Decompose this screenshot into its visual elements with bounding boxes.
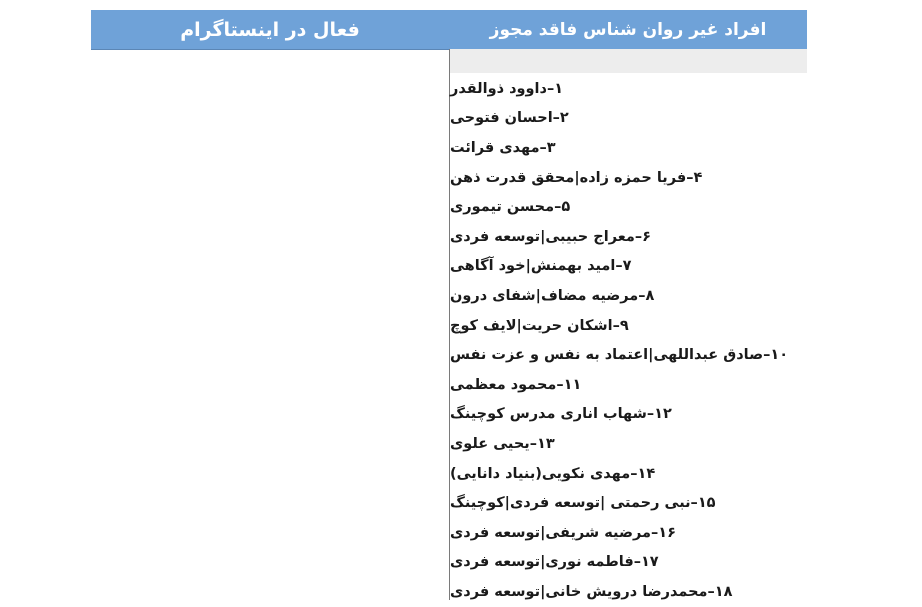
list-item: ۴–فریا حمزه زاده|محقق قدرت ذهن <box>450 169 703 186</box>
list-item: ۲–احسان فتوحی <box>450 110 569 127</box>
header-active-instagram: فعال در اینستاگرام <box>180 18 360 41</box>
list-item: ۱۱–محمود معظمی <box>450 376 582 393</box>
list-item: ۱۷–فاطمه نوری|توسعه فردی <box>450 554 659 571</box>
list-item: ۵–محسن تیموری <box>450 199 571 216</box>
list-item: ۹–اشکان حریت|لایف کوچ <box>450 317 629 334</box>
list-item: ۱۴–مهدی نکویی(بنیاد دانایی) <box>450 465 656 482</box>
list-item: ۱۸–محمدرضا درویش خانی|توسعه فردی <box>450 583 733 600</box>
table-header <box>91 10 807 50</box>
list-item: ۸–مرضیه مضاف|شفای درون <box>450 287 655 304</box>
list-item: ۶–معراج حبیبی|توسعه فردی <box>450 228 651 245</box>
list-item: ۱–داوود ذوالقدر <box>450 80 564 97</box>
names-list <box>450 74 797 607</box>
list-item: ۱۲–شهاب اناری مدرس کوچینگ <box>450 406 672 423</box>
list-item: ۱۰–صادق عبداللهی|اعتماد به نفس و عزت نفس <box>450 347 789 364</box>
empty-row-band <box>450 49 807 73</box>
list-item: ۱۳–یحیی علوی <box>450 435 555 452</box>
list-item: ۳–مهدی قرائت <box>450 139 556 156</box>
list-item: ۱۶–مرضیه شریفی|توسعه فردی <box>450 524 676 541</box>
list-item: ۷–امید بهمنش|خود آگاهی <box>450 258 632 275</box>
list-item: ۱۵–نبی رحمتی |توسعه فردی|کوچینگ <box>450 495 716 512</box>
header-unlicensed-people: افراد غیر روان شناس فاقد مجوز <box>489 19 767 40</box>
